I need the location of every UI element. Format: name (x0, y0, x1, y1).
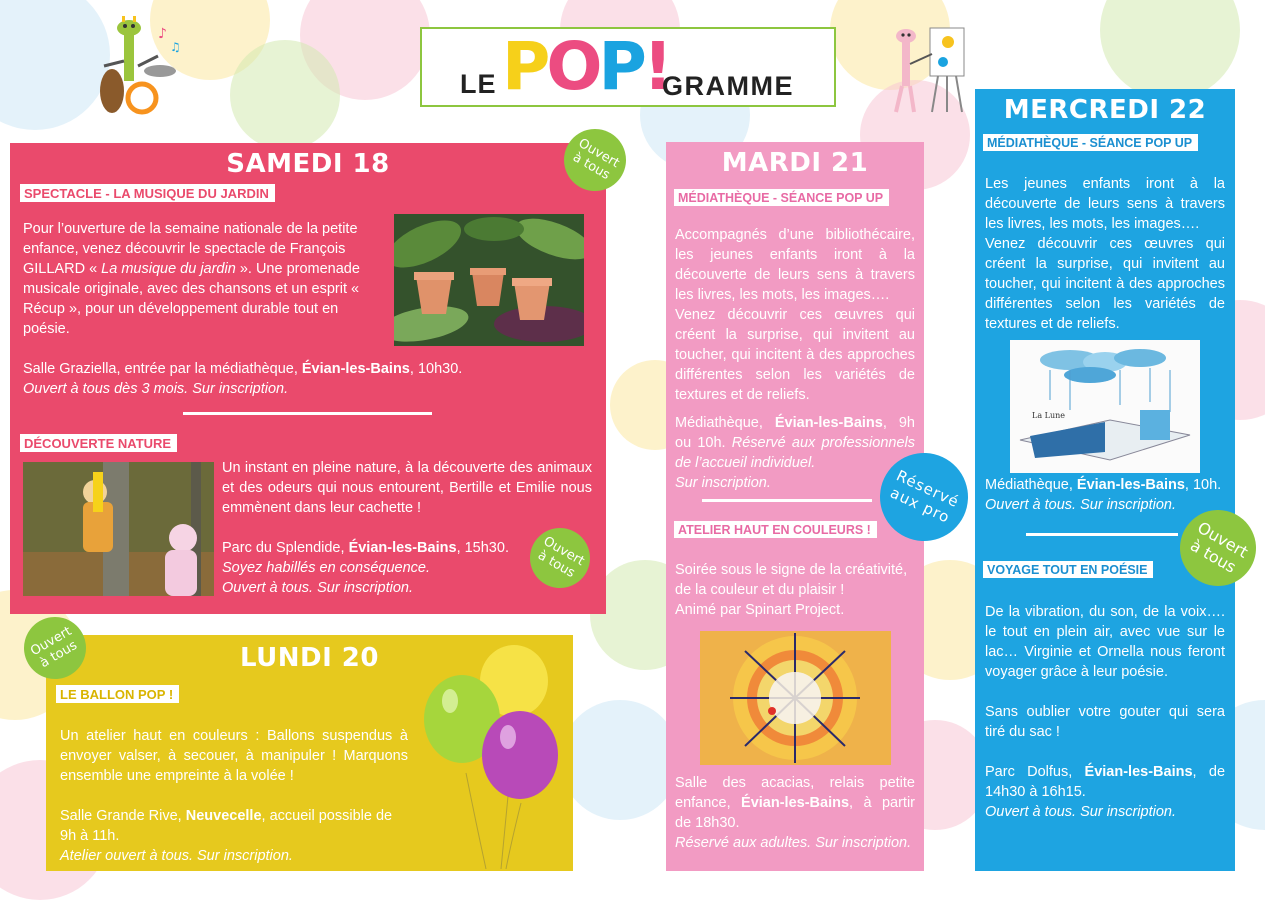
lundi-tag: LE BALLON POP ! (56, 685, 179, 703)
samedi-event1-tag: SPECTACLE - LA MUSIQUE DU JARDIN (20, 184, 275, 202)
title-le: LE (460, 69, 497, 99)
popup-book-photo (1010, 340, 1200, 473)
mardi-event1-place-a: Médiathèque, (675, 415, 775, 431)
samedi-title: SAMEDI 18 (226, 149, 390, 179)
samedi-event2-note1: Soyez habillés en conséquence. (222, 560, 430, 576)
mardi-event1-desc1: Accompagnés d’une bibliothécaire, les jeunes enfants iront à la découverte de leurs sens à travers les livres, les mots, les images…. (675, 227, 915, 303)
lundi-place-a: Salle Grande Rive, (60, 808, 186, 824)
mardi-event1-desc2: Venez découvrir ces œuvres qui créent la surprise, qui invitent au toucher, qui incitent à des approches différentes selon les variétés de textures et de reliefs. (675, 307, 915, 403)
svg-text:La Lune: La Lune (1032, 411, 1065, 420)
samedi-event1-desc (23, 219, 378, 339)
title-pop-bang: ! (642, 28, 669, 105)
mercredi-event1-place-a: Médiathèque, (985, 477, 1077, 493)
svg-text:♫: ♫ (170, 40, 181, 54)
mercredi-panel (975, 89, 1235, 871)
title-pop-o: O (546, 28, 599, 105)
giraffe-painter-icon (888, 24, 968, 114)
children-tree-photo (23, 462, 214, 596)
samedi-event2-city: Évian-les-Bains (348, 540, 457, 556)
mercredi-title: MERCREDI 22 (1003, 95, 1207, 125)
samedi-event1-place-b: , 10h30. (409, 361, 463, 377)
samedi-event1-note: Ouvert à tous dès 3 mois. Sur inscription. (23, 381, 289, 397)
lundi-note: Atelier ouvert à tous. Sur inscription. (60, 848, 293, 864)
title-pop-p2: P (598, 28, 643, 105)
mercredi-event1-desc2: Venez découvrir ces œuvres qui créent la surprise, qui invitent au toucher, qui incitent à des approches différentes selon les variétés de textures et de reliefs. (985, 236, 1225, 332)
mardi-event1-note1: Réservé aux professionnels de l’accueil individuel. (675, 435, 915, 471)
samedi-event1-place-a: Salle Graziella, entrée par la médiathèque, (23, 361, 302, 377)
samedi-separator (183, 412, 432, 415)
mardi-pro-badge: Réservé aux pro (866, 439, 983, 556)
mercredi-event1-place-b: , 10h. (1184, 477, 1222, 493)
mardi-event1-tag: MÉDIATHÈQUE - SÉANCE POP UP (674, 189, 889, 206)
mercredi-separator (1026, 533, 1178, 536)
spin-art-photo (700, 631, 891, 765)
mardi-separator (702, 499, 872, 502)
svg-text:♪: ♪ (158, 26, 167, 42)
samedi-event2-desc: Un instant en pleine nature, à la découverte des animaux et des odeurs qui nous entourent, Bertille et Emilie nous emmènent dans leur cachette ! (222, 460, 592, 516)
lundi-city: Neuvecelle (185, 808, 262, 824)
balloons-illustration (416, 643, 566, 869)
mardi-event1-note2: Sur inscription. (675, 475, 771, 491)
page-title (420, 27, 836, 107)
mercredi-event2-place-a: Parc Dolfus, (985, 764, 1085, 780)
samedi-open-badge: Ouvert à tous (553, 118, 638, 203)
mardi-event1-city: Évian-les-Bains (774, 415, 883, 431)
samedi-nature-open-badge: Ouvert à tous (519, 517, 601, 599)
mercredi-event2-desc2: Sans oublier votre gouter qui sera tiré du sac ! (985, 704, 1225, 740)
mardi-event2-note: Réservé aux adultes. Sur inscription. (675, 835, 912, 851)
samedi-event2-place-b: , 15h30. (456, 540, 509, 556)
samedi-panel (10, 143, 606, 614)
mercredi-event2-city: Évian-les-Bains (1084, 764, 1193, 780)
mercredi-event2-place (985, 762, 1225, 802)
mardi-event1-place (675, 413, 915, 473)
samedi-event1-city: Évian-les-Bains (301, 361, 410, 377)
samedi-event2-note2: Ouvert à tous. Sur inscription. (222, 580, 413, 596)
lundi-open-badge: Ouvert à tous (13, 606, 98, 691)
mercredi-event2-place-b: , de 14h30 à 16h15. (985, 764, 1226, 800)
title-pop-p: P (502, 28, 547, 105)
lundi-place-b: , accueil possible de 9h à 11h. (60, 808, 393, 844)
mardi-event2-place (675, 773, 915, 833)
mercredi-event1-place (985, 475, 1221, 495)
title-gramme: GRAMME (662, 71, 794, 101)
mardi-title: MARDI 21 (721, 148, 869, 178)
mercredi-event2-desc1: De la vibration, du son, de la voix…. le tout en plein air, avec vue sur le lac… Virginie et Ornella nous feront voyager grâce à leur poésie. (985, 604, 1225, 680)
samedi-event2-place (222, 538, 509, 558)
lundi-place (60, 806, 400, 846)
mardi-event1-place-b: , 9h ou 10h. (675, 415, 915, 451)
giraffe-musician-icon (98, 16, 188, 121)
mercredi-event1-tag: MÉDIATHÈQUE - SÉANCE POP UP (983, 134, 1198, 151)
mardi-event2-place-b: , à partir de 18h30. (675, 795, 915, 831)
mardi-event2-place-a: Salle des acacias, relais petite enfance, (675, 775, 915, 811)
samedi-event2-place-a: Parc du Splendide, (222, 540, 349, 556)
mardi-event2-tag: ATELIER HAUT EN COULEURS ! (674, 521, 877, 538)
lundi-title: LUNDI 20 (239, 643, 379, 673)
mardi-event2-desc2: Animé par Spinart Project. (675, 602, 845, 618)
samedi-event1-desc-title: La musique du jardin (101, 261, 236, 277)
samedi-event2-tag: DÉCOUVERTE NATURE (20, 434, 177, 452)
samedi-event1-place (23, 359, 593, 379)
mercredi-event1-desc1: Les jeunes enfants iront à la découverte de leurs sens à travers les livres, les mots, les images…. (985, 176, 1225, 232)
title-pop (502, 28, 669, 105)
mercredi-event2-note: Ouvert à tous. Sur inscription. (985, 804, 1176, 820)
garden-pots-photo (394, 214, 584, 346)
mercredi-event2-tag: VOYAGE TOUT EN POÉSIE (983, 561, 1153, 578)
mardi-event2-city: Évian-les-Bains (741, 795, 850, 811)
samedi-event1-desc-a: Pour l’ouverture de la semaine nationale de la petite enfance, venez découvrir le spectacle de François GILLARD « (23, 221, 358, 277)
samedi-event1-desc-b: ». Une promenade musicale originale, avec des chansons et un esprit « Récup », pour un développement durable tout en poésie. (23, 261, 360, 337)
lundi-panel (46, 635, 573, 871)
mercredi-open-badge: Ouvert à tous (1166, 496, 1265, 600)
lundi-desc: Un atelier haut en couleurs : Ballons suspendus à envoyer valser, à secouer, à manipuler ! Marquons ensemble une empreinte à la volée ! (60, 728, 408, 784)
mercredi-event1-city: Évian-les-Bains (1076, 477, 1185, 493)
mardi-event2-desc1: Soirée sous le signe de la créativité, de la couleur et du plaisir ! (675, 562, 908, 598)
mercredi-event1-note: Ouvert à tous. Sur inscription. (985, 497, 1176, 513)
